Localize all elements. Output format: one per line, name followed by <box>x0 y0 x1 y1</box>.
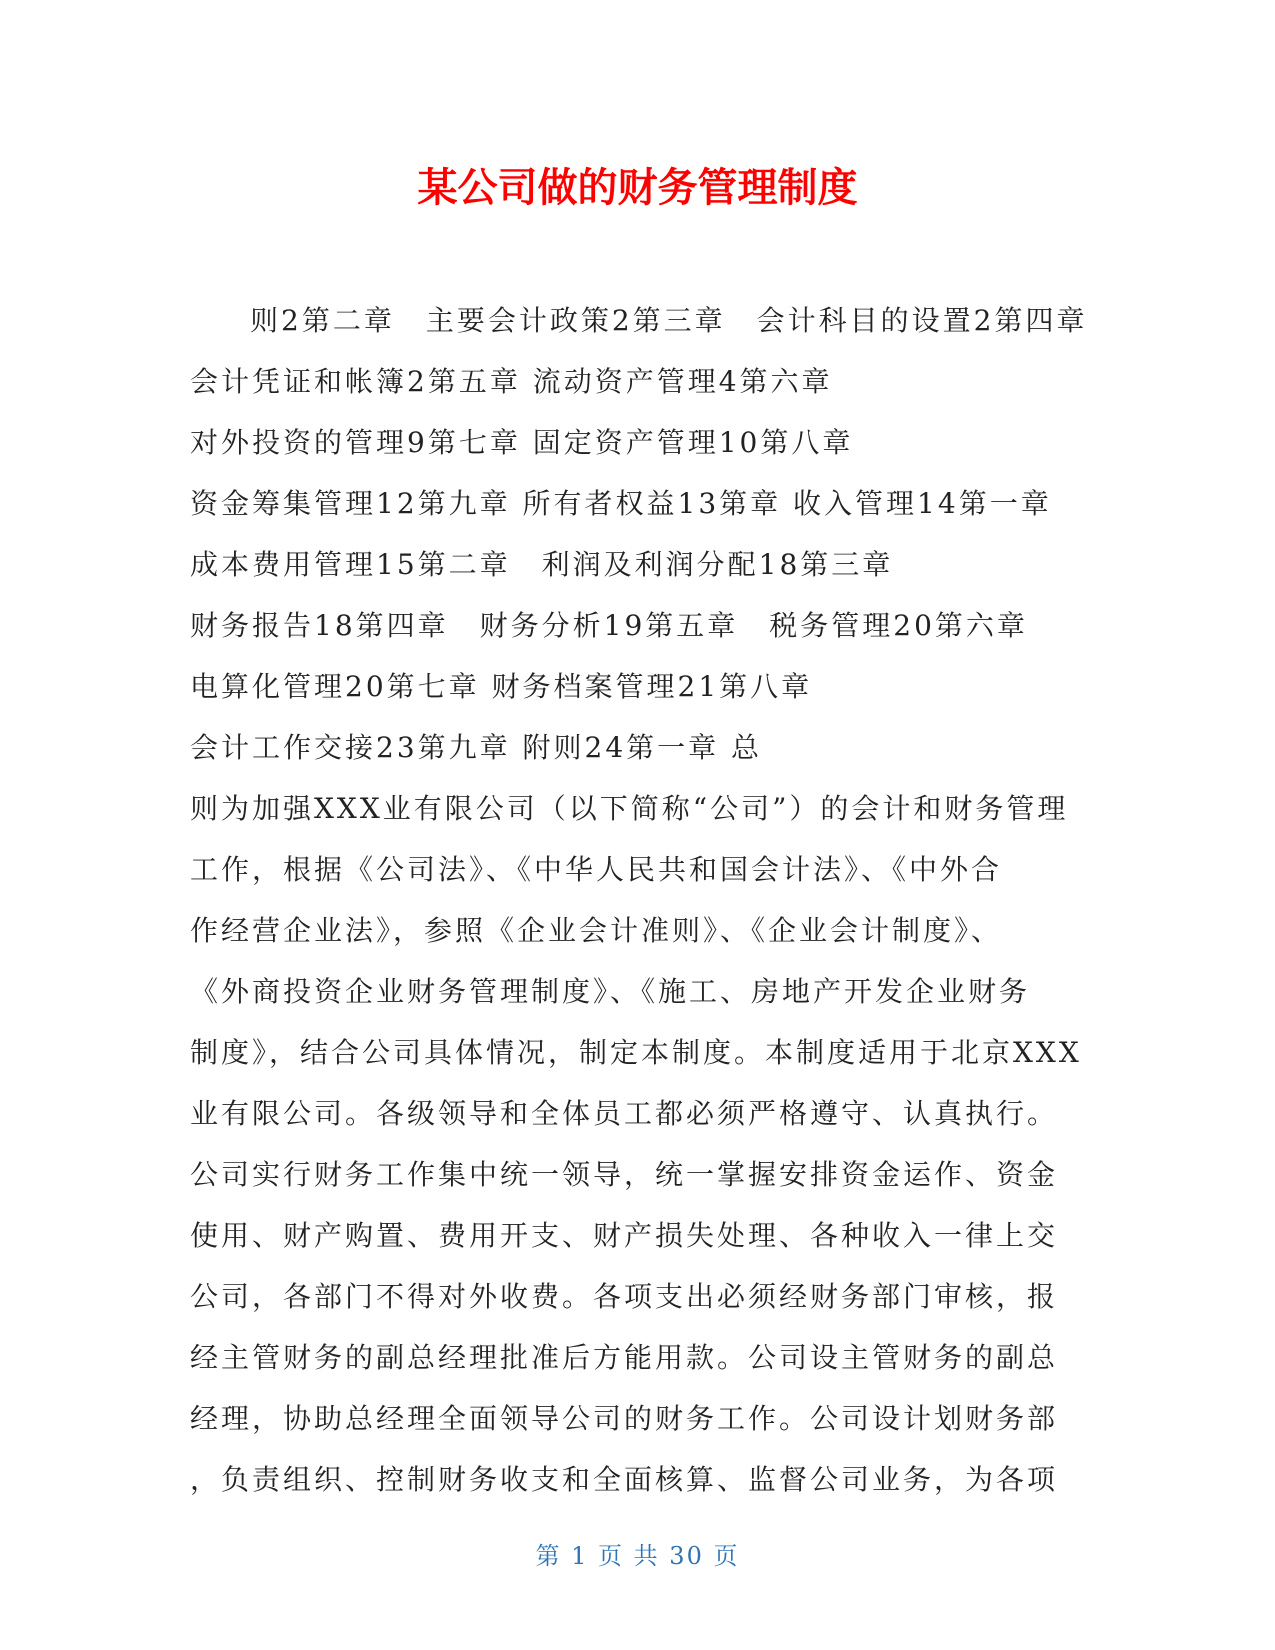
body-line: ，负责组织、控制财务收支和全面核算、监督公司业务，为各项 <box>190 1463 1059 1496</box>
body-line: 成本费用管理15第二章 利润及利润分配18第三章 <box>190 548 894 581</box>
body-line: 公司实行财务工作集中统一领导，统一掌握安排资金运作、资金 <box>190 1158 1059 1191</box>
body-line: 则为加强XXX业有限公司（以下简称“公司”）的会计和财务管理 <box>190 792 1069 825</box>
body-line: 工作，根据《公司法》、《中华人民共和国会计法》、《中外合 <box>190 853 1003 886</box>
body-line: 使用、财产购置、费用开支、财产损失处理、各种收入一律上交 <box>190 1219 1059 1252</box>
body-line: 经理，协助总经理全面领导公司的财务工作。公司设计划财务部 <box>190 1402 1059 1435</box>
body-line: 公司，各部门不得对外收费。各项支出必须经财务部门审核，报 <box>190 1280 1059 1313</box>
body-line: 《外商投资企业财务管理制度》、《施工、房地产开发企业财务 <box>190 975 1031 1008</box>
body-line: 作经营企业法》，参照《企业会计准则》、《企业会计制度》、 <box>190 914 1003 947</box>
body-line: 电算化管理20第七章 财务档案管理21第八章 <box>190 670 813 703</box>
document-title: 某公司做的财务管理制度 <box>417 165 858 211</box>
page-number-footer: 第 1 页 共 30 页 <box>535 1542 740 1570</box>
document-body <box>190 290 1090 1510</box>
body-line: 财务报告18第四章 财务分析19第五章 税务管理20第六章 <box>190 609 1028 642</box>
body-line: 资金筹集管理12第九章 所有者权益13第章 收入管理14第一章 <box>190 487 1052 520</box>
body-line: 经主管财务的副总经理批准后方能用款。公司设主管财务的副总 <box>190 1341 1059 1374</box>
body-line: 对外投资的管理9第七章 固定资产管理10第八章 <box>190 426 854 459</box>
body-line: 会计凭证和帐簿2第五章 流动资产管理4第六章 <box>190 365 833 398</box>
body-line: 则2第二章 主要会计政策2第三章 会计科目的设置2第四章 <box>250 304 1088 337</box>
body-line: 业有限公司。各级领导和全体员工都必须严格遵守、认真执行。 <box>190 1097 1059 1130</box>
body-line: 会计工作交接23第九章 附则24第一章 总 <box>190 731 763 764</box>
body-line: 制度》，结合公司具体情况，制定本制度。本制度适用于北京XXX <box>190 1036 1082 1069</box>
